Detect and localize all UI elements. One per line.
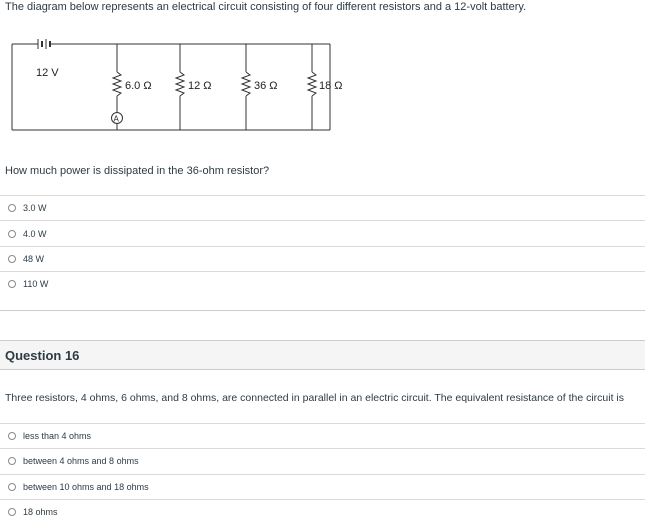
answer-option[interactable] (8, 271, 653, 296)
resistor-label-2: 12 Ω (188, 80, 212, 92)
question-prompt: Three resistors, 4 ohms, 6 ohms, and 8 ohms, are connected in parallel in an electric circuit. The equivalent resistance of the circuit is (5, 392, 625, 404)
resistor-icon (308, 72, 316, 96)
battery-icon (38, 39, 50, 49)
radio-button[interactable] (8, 457, 16, 465)
answer-label: between 10 ohms and 18 ohms (23, 481, 149, 492)
resistor-icon (176, 72, 184, 96)
resistor-icon (113, 72, 121, 96)
radio-button[interactable] (8, 255, 16, 263)
answer-label: between 4 ohms and 8 ohms (23, 455, 139, 466)
answer-option[interactable] (8, 499, 653, 524)
question-header (0, 340, 645, 370)
answer-label: 110 W (23, 278, 49, 289)
question-prompt: How much power is dissipated in the 36-ohm resistor? (5, 165, 270, 177)
answer-option[interactable] (8, 246, 653, 271)
resistor-label-3: 36 Ω (254, 80, 278, 92)
resistor-label-1: 6.0 Ω (125, 80, 152, 92)
answer-option[interactable] (8, 448, 653, 473)
radio-button[interactable] (8, 432, 16, 440)
radio-button[interactable] (8, 483, 16, 491)
question-title: Question 16 (5, 347, 80, 363)
answer-label: 4.0 W (23, 228, 47, 239)
battery-label: 12 V (36, 67, 59, 79)
answer-option[interactable] (8, 474, 653, 499)
resistor-icon (242, 72, 250, 96)
question-intro: The diagram below represents an electrical circuit consisting of four different resistors and a 12-volt battery. (5, 1, 527, 13)
answer-option[interactable] (8, 423, 653, 448)
radio-button[interactable] (8, 508, 16, 516)
answer-option[interactable] (8, 221, 653, 246)
answer-label: 3.0 W (23, 202, 47, 213)
radio-button[interactable] (8, 204, 16, 212)
question-separator (0, 310, 645, 311)
radio-button[interactable] (8, 230, 16, 238)
answer-option[interactable] (8, 195, 653, 220)
radio-button[interactable] (8, 280, 16, 288)
answer-label: 18 ohms (23, 506, 58, 517)
answer-label: 48 W (23, 253, 45, 264)
answer-label: less than 4 ohms (23, 430, 92, 441)
circuit-diagram (0, 30, 343, 140)
resistor-label-4: 18 Ω (319, 80, 343, 92)
ammeter-label: A (113, 114, 119, 124)
